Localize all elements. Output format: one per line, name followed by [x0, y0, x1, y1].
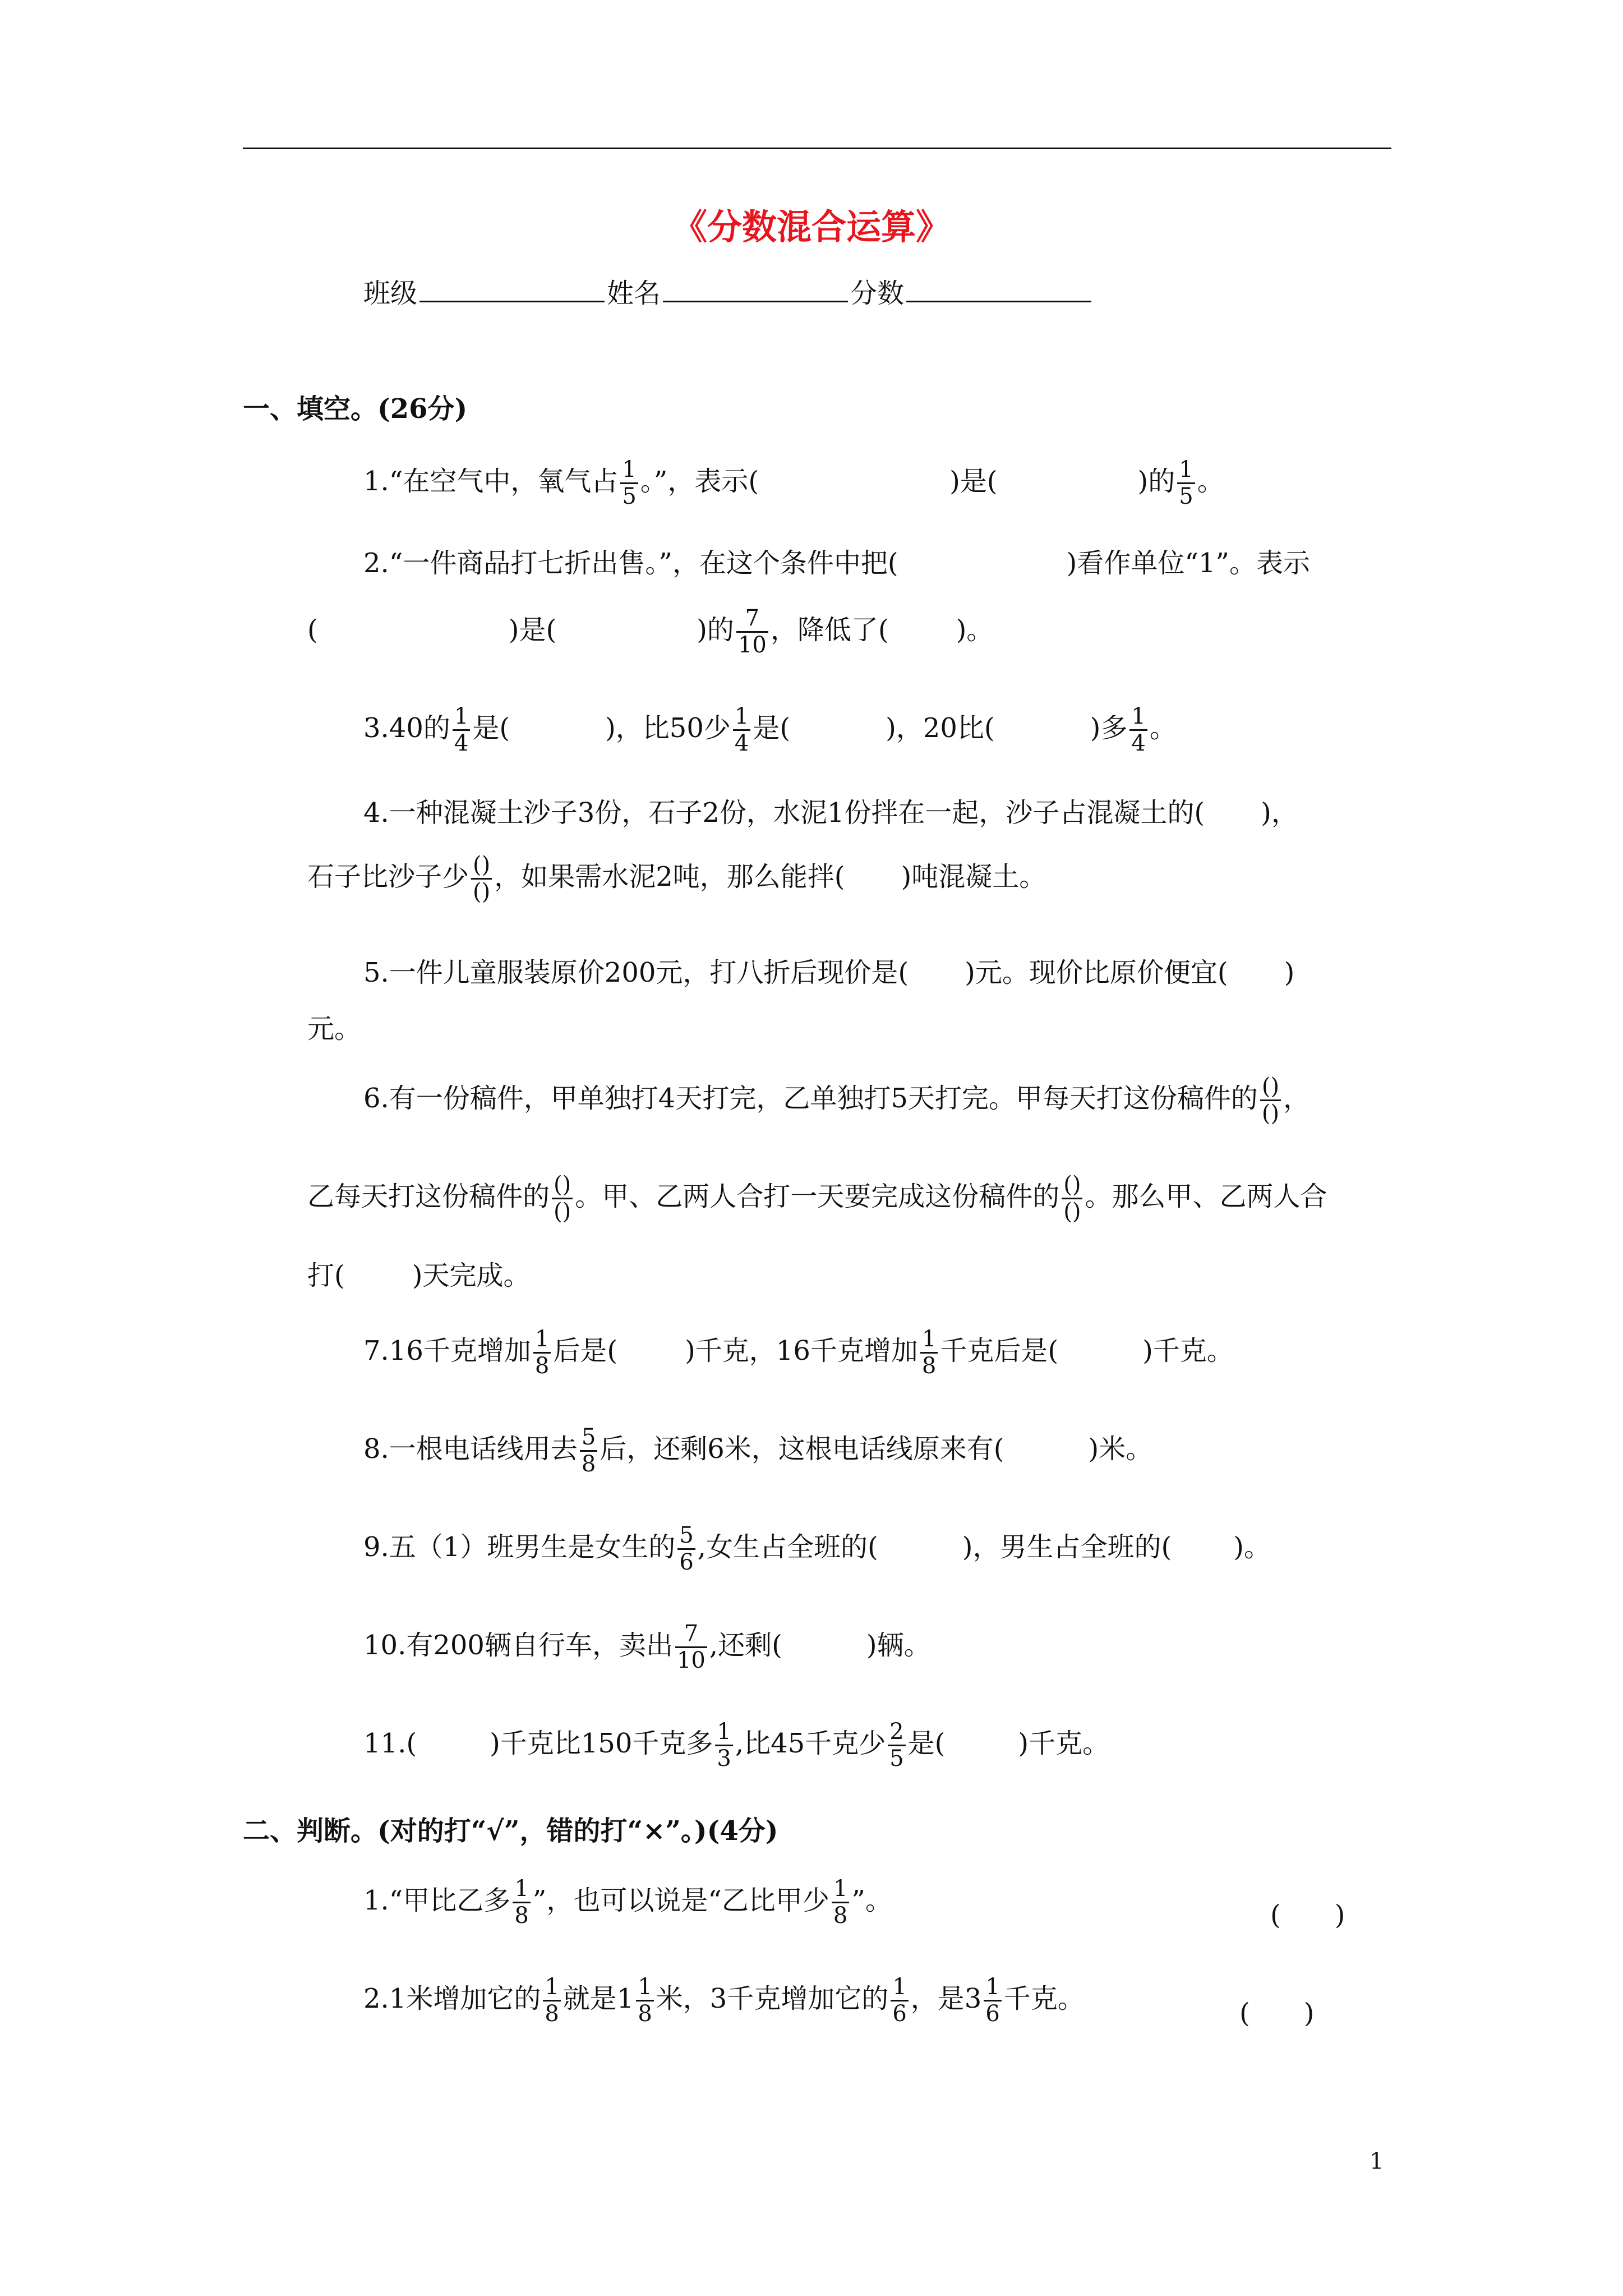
fraction: $\frac{5}{6}$ [677, 1523, 695, 1575]
fraction: $\frac{1}{8}$ [920, 1327, 938, 1379]
fraction: $\frac{1}{6}$ [984, 1975, 1001, 2027]
question-1-6-cont: 乙每天打这份稿件的 $\frac{()}{()}$ 。甲、乙两人合打一天要完成这份稿件的 $\frac{()}{()}$ 。那么甲、乙两人合 [307, 1172, 1327, 1225]
fraction: $\frac{1}{4}$ [1129, 704, 1147, 756]
question-1-8: 8.一根电话线用去 $\frac{5}{8}$ 后，还剩6米，这根电话线原来有( )米。 [363, 1424, 1153, 1477]
fraction: $\frac{1}{5}$ [620, 457, 638, 509]
question-1-9: 9.五（1）班男生是女生的 $\frac{5}{6}$ ,女生占全班的( )，男生占全班的( )。 [363, 1522, 1271, 1575]
page-number: 1 [1370, 2148, 1384, 2174]
fraction: $\frac{1}{4}$ [733, 704, 750, 756]
fraction: $\frac{()}{()}$ [1260, 1074, 1281, 1126]
judgment-2-answer[interactable]: ( ) [1239, 1998, 1315, 2029]
fraction: $\frac{1}{8}$ [543, 1975, 560, 2027]
fraction: $\frac{1}{5}$ [1177, 457, 1195, 509]
fraction: $\frac{5}{8}$ [580, 1425, 597, 1477]
page-title: 《分数混合运算》 [672, 206, 951, 247]
fraction: $\frac{1}{4}$ [453, 704, 470, 756]
question-1-10: 10.有200辆自行车，卖出 $\frac{7}{10}$ ,还剩( )辆。 [363, 1621, 931, 1673]
fraction: $\frac{1}{8}$ [513, 1876, 530, 1929]
name-label: 姓名 [607, 278, 661, 309]
question-1-2: 2.“一件商品打七折出售。”，在这个条件中把( )看作单位“1”。表示 [363, 547, 1310, 579]
header-rule [243, 148, 1391, 149]
student-info-line [363, 272, 1094, 310]
fraction: $\frac{()}{()}$ [1062, 1172, 1082, 1225]
question-1-1: 1.“在空气中，氧气占 $\frac{1}{5}$ 。”，表示( )是( )的 $\frac{1}{5}$ 。 [363, 457, 1224, 509]
question-1-2-cont: ( )是( )的 $\frac{7}{10}$ ，降低了( )。 [307, 605, 994, 658]
question-1-11: 11.( )千克比150千克多 $\frac{1}{3}$ ,比45千克少 $\frac{2}{5}$ 是( )千克。 [363, 1719, 1110, 1772]
fraction: $\frac{2}{5}$ [888, 1719, 905, 1772]
name-blank[interactable] [663, 275, 848, 302]
score-blank[interactable] [906, 275, 1091, 302]
fraction: $\frac{1}{6}$ [891, 1975, 908, 2027]
question-1-7: 7.16千克增加 $\frac{1}{8}$ 后是( )千克，16千克增加 $\frac{1}{8}$ 千克后是( )千克。 [363, 1326, 1234, 1379]
fraction: $\frac{7}{10}$ [675, 1621, 707, 1673]
class-label: 班级 [363, 278, 418, 309]
question-1-4: 4.一种混凝土沙子3份，石子2份，水泥1份拌在一起，沙子占混凝土的( )， [363, 797, 1298, 829]
judgment-1: 1.“甲比乙多 $\frac{1}{8}$ ”，也可以说是“乙比甲少 $\frac{1}{8}$ ”。 [363, 1876, 892, 1929]
question-1-4-cont: 石子比沙子少 $\frac{()}{()}$ ，如果需水泥2吨，那么能拌( )吨混凝土。 [307, 852, 1046, 905]
section-2-heading: 二、判断。(对的打“√”，错的打“×”。)(4分) [243, 1815, 778, 1847]
judgment-2: 2.1米增加它的 $\frac{1}{8}$ 就是1 $\frac{1}{8}$ 米，3千克增加它的 $\frac{1}{6}$ ，是3 $\frac{1}{6}$ 千克。 [363, 1974, 1085, 2027]
section-1-heading: 一、填空。(26分) [243, 393, 468, 425]
fraction: $\frac{1}{8}$ [832, 1876, 849, 1929]
question-1-6: 6.有一份稿件，甲单独打4天打完，乙单独打5天打完。甲每天打这份稿件的 $\frac{()}{()}$ ， [363, 1074, 1311, 1126]
question-1-3: 3.40的 $\frac{1}{4}$ 是( )，比50少 $\frac{1}{4}$ 是( )，20比( )多 $\frac{1}{4}$ 。 [363, 703, 1177, 756]
score-label: 分数 [850, 278, 905, 309]
fraction: $\frac{7}{10}$ [736, 606, 768, 658]
question-1-5: 5.一件儿童服装原价200元，打八折后现价是( )元。现价比原价便宜( ) [363, 957, 1295, 988]
fraction: $\frac{1}{8}$ [636, 1975, 653, 2027]
judgment-1-answer[interactable]: ( ) [1270, 1899, 1345, 1931]
question-1-6-cont2: 打( )天完成。 [307, 1260, 531, 1291]
class-blank[interactable] [419, 275, 605, 302]
fraction: $\frac{1}{8}$ [533, 1327, 551, 1379]
fraction: $\frac{()}{()}$ [552, 1172, 573, 1225]
question-1-5-cont: 元。 [307, 1013, 362, 1045]
fraction: $\frac{()}{()}$ [471, 853, 492, 905]
fraction: $\frac{1}{3}$ [715, 1719, 732, 1772]
